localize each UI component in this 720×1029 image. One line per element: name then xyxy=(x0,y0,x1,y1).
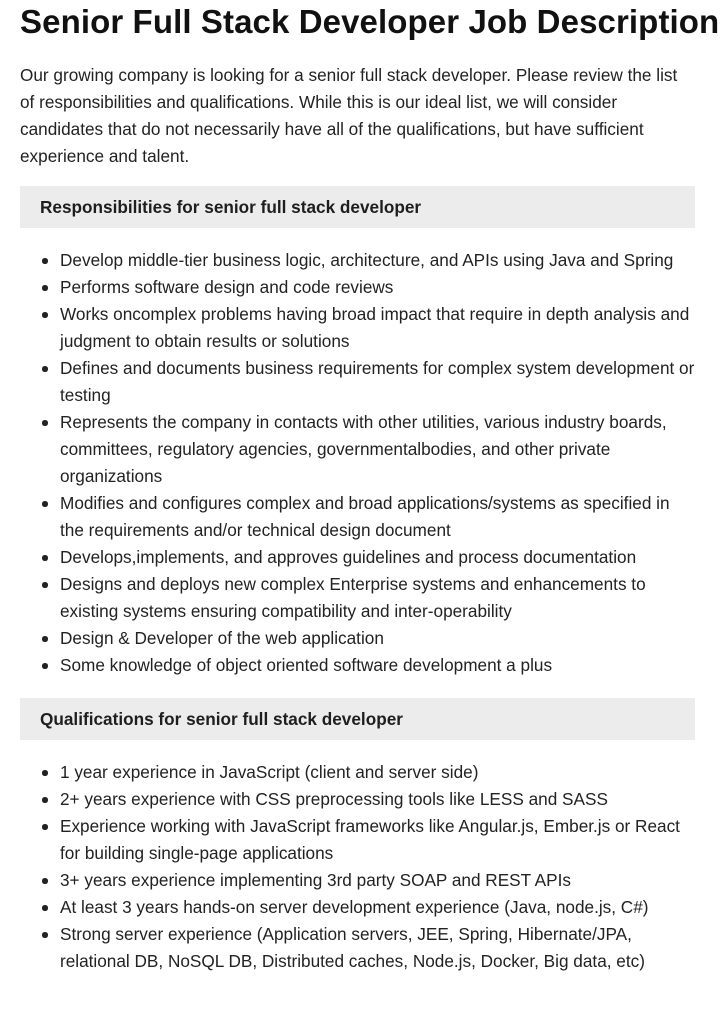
list-item: Modifies and configures complex and broad applications/systems as specified in the requirements and/or technical design document xyxy=(60,490,695,544)
intro-paragraph: Our growing company is looking for a senior full stack developer. Please review the list of responsibilities and qualifications. While this is our ideal list, we will consider candidates that do not necessarily have all of the qualifications, but have sufficient experience and talent. xyxy=(20,65,678,166)
list-item: Experience working with JavaScript frameworks like Angular.js, Ember.js or React for building single-page applications xyxy=(60,813,695,867)
list-item: Performs software design and code reviews xyxy=(60,274,695,301)
responsibilities-list xyxy=(20,247,695,679)
qualifications-list xyxy=(20,759,695,975)
list-item: Strong server experience (Application servers, JEE, Spring, Hibernate/JPA, relational DB, NoSQL DB, Distributed caches, Node.js, Docker, Big data, etc) xyxy=(60,921,695,975)
list-item: Develops,implements, and approves guidelines and process documentation xyxy=(60,544,695,571)
qualifications-heading: Qualifications for senior full stack developer xyxy=(20,698,695,740)
responsibilities-heading: Responsibilities for senior full stack developer xyxy=(20,186,695,228)
list-item: 2+ years experience with CSS preprocessing tools like LESS and SASS xyxy=(60,786,695,813)
list-item: 1 year experience in JavaScript (client and server side) xyxy=(60,759,695,786)
page-title: Senior Full Stack Developer Job Description xyxy=(20,3,720,40)
list-item: At least 3 years hands-on server development experience (Java, node.js, C#) xyxy=(60,894,695,921)
list-item: Designs and deploys new complex Enterprise systems and enhancements to existing systems ensuring compatibility and inter-operability xyxy=(60,571,695,625)
list-item: Defines and documents business requirements for complex system development or testing xyxy=(60,355,695,409)
list-item: 3+ years experience implementing 3rd party SOAP and REST APIs xyxy=(60,867,695,894)
list-item: Develop middle-tier business logic, architecture, and APIs using Java and Spring xyxy=(60,247,695,274)
list-item: Represents the company in contacts with other utilities, various industry boards, committees, regulatory agencies, governmentalbodies, and other private organizations xyxy=(60,409,695,490)
list-item: Design & Developer of the web application xyxy=(60,625,695,652)
list-item: Works oncomplex problems having broad impact that require in depth analysis and judgment to obtain results or solutions xyxy=(60,301,695,355)
list-item: Some knowledge of object oriented software development a plus xyxy=(60,652,695,679)
